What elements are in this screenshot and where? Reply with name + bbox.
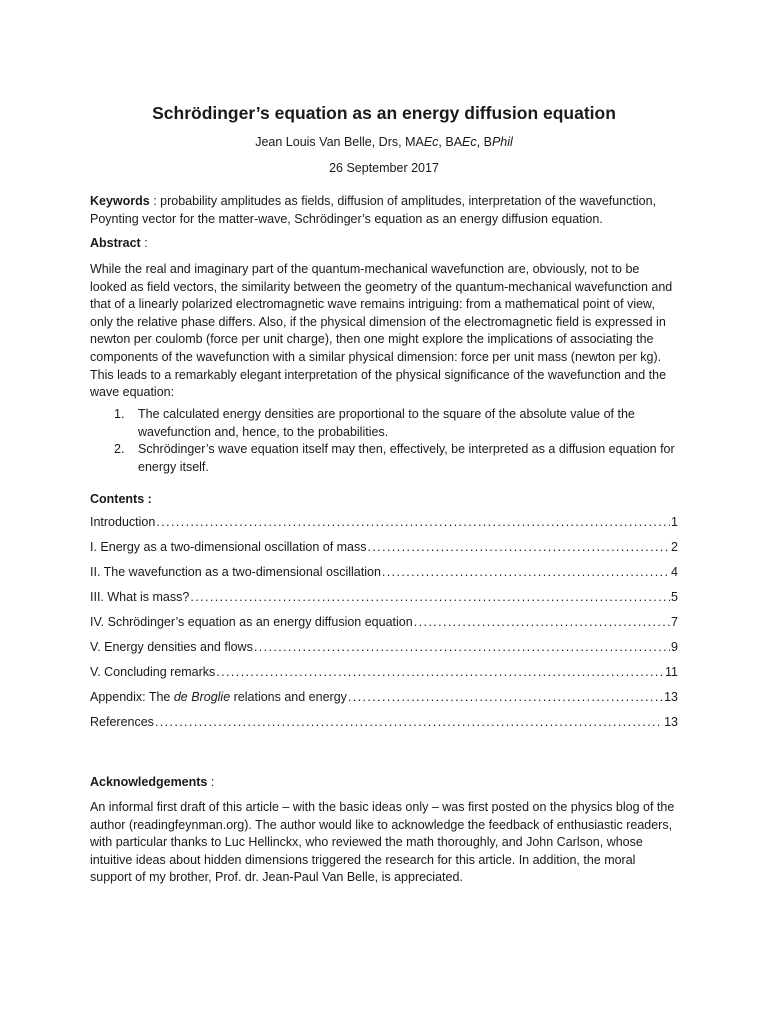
toc-row-concluding-remarks[interactable] <box>90 665 678 683</box>
toc-row-energy-densities[interactable] <box>90 640 678 658</box>
toc-page-number: 2 <box>671 540 678 554</box>
toc-page-number: 5 <box>671 590 678 604</box>
list-item-text: Schrödinger’s wave equation itself may then, effectively, be interpreted as a diffusion equation for energy itself. <box>138 442 675 474</box>
toc-leader-dots <box>190 590 670 604</box>
author-prefix: Jean Louis Van Belle, Drs, MA <box>255 135 424 149</box>
toc-label: V. Energy densities and flows <box>90 640 253 654</box>
toc-page-number: 9 <box>671 640 678 654</box>
toc-leader-dots <box>216 665 664 679</box>
toc-leader-dots <box>368 540 671 554</box>
toc-label: II. The wavefunction as a two-dimensional oscillation <box>90 565 381 579</box>
author-line <box>90 135 678 149</box>
toc-label: V. Concluding remarks <box>90 665 216 679</box>
contents-heading: Contents : <box>90 492 152 506</box>
abstract-heading <box>90 236 148 250</box>
toc-leader-dots <box>382 565 670 579</box>
toc-row-energy-oscillation[interactable] <box>90 540 678 558</box>
toc-page-number: 13 <box>664 690 678 704</box>
abstract-suffix: : <box>140 236 148 250</box>
toc-label: I. Energy as a two-dimensional oscillation of mass <box>90 540 367 554</box>
paper-date: 26 September 2017 <box>329 161 439 175</box>
acknowledgements-body <box>90 799 678 887</box>
toc-label-italic: de Broglie <box>173 690 231 704</box>
toc-label <box>90 690 347 704</box>
toc-label: IV. Schrödinger’s equation as an energy diffusion equation <box>90 615 413 629</box>
author-degree-phil: Phil <box>491 135 513 149</box>
list-item-number: 1. <box>114 407 125 421</box>
toc-leader-dots <box>348 690 663 704</box>
abstract-body <box>90 261 678 402</box>
toc-row-appendix[interactable] <box>90 690 678 708</box>
list-item <box>114 406 678 441</box>
author-b: , B <box>476 135 492 149</box>
author-mid: , BA <box>438 135 463 149</box>
list-item-number: 2. <box>114 442 125 457</box>
toc-label: References <box>90 715 154 729</box>
keywords-text: : probability amplitudes as fields, diffusion of amplitudes, interpretation of the wavefunction, Poynting vector for the matter-wave, Schrödinger’s equation as an energy diffusion equation. <box>90 194 657 226</box>
toc-page-number: 4 <box>671 565 678 579</box>
keywords-label: Keywords <box>90 194 150 208</box>
acknowledgements-label: Acknowledgements <box>90 775 208 789</box>
acknowledgements-text: An informal first draft of this article – with the basic ideas only – was first posted on the physics blog of the author (readingfeynman.org). The author would like to acknowledge the feedback of enthusiastic readers, with particular thanks to Luc Hellinckx, who reviewed the math thoroughly, and John Carlson, whose intuitive ideas about hidden dimensions triggered the research for this article. In addition, the moral support of my brother, Prof. dr. Jean-Paul Van Belle, is appreciated. <box>90 800 675 885</box>
author-degree-ec-2: Ec <box>462 135 477 149</box>
toc-row-wavefunction[interactable] <box>90 565 678 583</box>
toc-row-introduction[interactable] <box>90 515 678 533</box>
toc-leader-dots <box>156 515 670 529</box>
document-page <box>90 0 678 1024</box>
toc-label-post: relations and energy <box>230 690 347 704</box>
toc-leader-dots <box>414 615 670 629</box>
abstract-text: While the real and imaginary part of the quantum-mechanical wavefunction are, obviously, not to be looked as field vectors, the similarity between the geometry of the quantum-mechanical wavefunction and that of a linearly polarized electromagnetic wave remains intriguing: from a mathematical point of view, only the relative phase differs. Also, if the physical dimension of the electromagnetic field is expressed in newton per coulomb (force per unit charge), then one might explore the implications of associating the components of the wavefunction with a similar physical dimension: force per unit mass (newton per kg). This leads to a remarkably elegant interpretation of the physical significance of the wavefunction and the wave equation: <box>90 262 673 400</box>
acknowledgements-suffix: : <box>207 775 215 789</box>
acknowledgements-heading <box>90 775 214 789</box>
toc-label: III. What is mass? <box>90 590 190 604</box>
toc-page-number: 13 <box>664 715 678 729</box>
toc-leader-dots <box>155 715 663 729</box>
toc-page-number: 1 <box>671 515 678 529</box>
toc-row-references[interactable] <box>90 715 678 733</box>
list-item <box>114 441 678 476</box>
toc-leader-dots <box>254 640 670 654</box>
toc-row-what-is-mass[interactable] <box>90 590 678 608</box>
toc-row-schrodinger[interactable] <box>90 615 678 633</box>
list-item-text: The calculated energy densities are proportional to the square of the absolute value of the wavefunction and, hence, to the probabilities. <box>138 407 635 439</box>
toc-page-number: 11 <box>665 665 678 679</box>
toc-page-number: 7 <box>671 615 678 629</box>
author-degree-ec-1: Ec <box>423 135 439 149</box>
toc-label-pre: Appendix: The <box>90 690 174 704</box>
toc-label: Introduction <box>90 515 156 529</box>
abstract-list <box>114 406 678 476</box>
abstract-label: Abstract <box>90 236 141 250</box>
keywords-paragraph <box>90 193 678 228</box>
paper-title: Schrödinger’s equation as an energy diffusion equation <box>152 103 616 123</box>
